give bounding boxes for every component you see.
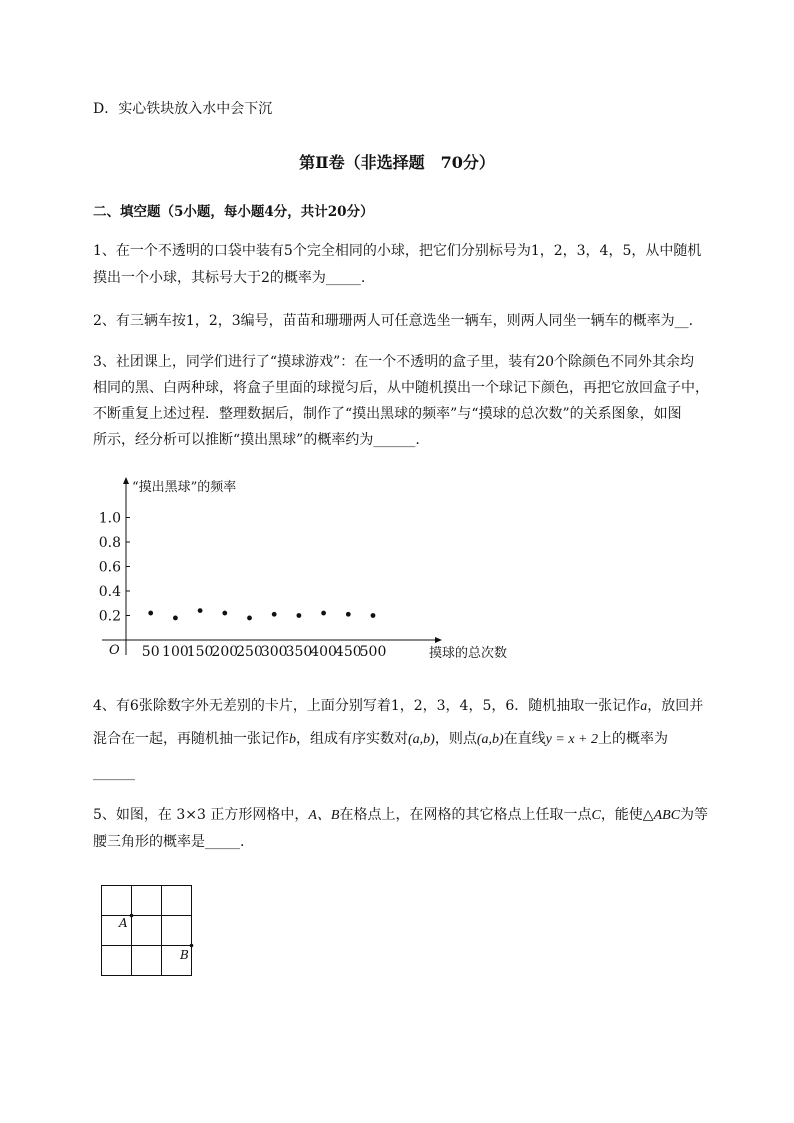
q5-line-1 <box>93 806 708 825</box>
q4-line-1 <box>93 697 703 716</box>
q4-line-equation: y = x + 2 <box>545 732 598 747</box>
chart-data-point <box>222 611 227 616</box>
grid-label-b: B <box>180 948 189 962</box>
chart-x-tick-label: 100 <box>162 644 189 660</box>
chart-data-point <box>297 613 302 618</box>
grid-figure <box>95 880 205 985</box>
q5-triangle-abc: ABC <box>653 808 681 823</box>
grid-label-a: A <box>119 916 128 930</box>
q3-line-2: 相同的黑、白两种球，将盒子里面的球搅匀后，从中随机摸出一个球记下颜色，再把它放回盒子中， <box>93 380 709 396</box>
chart-x-tick-label: 50 <box>141 644 160 660</box>
q5-line-2: 腰三角形的概率是_____. <box>93 834 245 850</box>
part-title: 第Ⅱ卷（非选择题 70分） <box>299 153 495 172</box>
q4-line-1-text: 4、有6张除数字外无差别的卡片，上面分别写着1，2，3，4，5，6．随机抽取一张记作 <box>93 698 641 714</box>
q5-line-1-mid2: ，能使△ <box>600 807 654 823</box>
q4-line-2-mid: ，组成有序实数对 <box>296 731 408 747</box>
q5-line-1-end: 为等 <box>680 807 709 823</box>
q4-variable-b: b <box>289 732 296 747</box>
q4-answer-blank: ______ <box>93 765 135 781</box>
q4-line-2 <box>93 730 668 749</box>
previous-option-d: D．实心铁块放入水中会下沉 <box>93 101 273 117</box>
chart-data-point <box>272 612 277 617</box>
chart-data-point <box>321 611 326 616</box>
chart-data-point <box>148 611 153 616</box>
q5-line-1-pre: 5、如图，在 3×3 正方形网格中， <box>93 807 309 823</box>
q4-point: (a,b) <box>476 732 504 747</box>
q5-line-1-mid: 在格点上，在网格的其它格点上任取一点 <box>339 807 592 823</box>
chart-x-axis-arrow <box>435 637 442 643</box>
chart-x-tick-label: 250 <box>236 644 263 660</box>
chart-y-axis-arrow <box>123 477 129 484</box>
grid-point-a <box>130 914 134 918</box>
chart-y-tick-label: 1.0 <box>98 510 121 527</box>
chart-origin-label: O <box>109 643 120 658</box>
q4-after-a: ，放回并 <box>647 698 704 714</box>
q5-point-c: C <box>591 808 601 823</box>
q2-line-1: 2、有三辆车按1，2，3编号，苗苗和珊珊两人可任意选坐一辆车，则两人同坐一辆车的概率为__. <box>93 313 694 329</box>
frequency-scatter-chart <box>90 470 530 670</box>
chart-data-point <box>198 608 203 613</box>
q4-variable-a: a <box>640 699 648 714</box>
chart-y-tick-label: 0.8 <box>98 535 121 551</box>
chart-data-point <box>371 613 376 618</box>
q3-line-3: 不断重复上述过程．整理数据后，制作了“摸出黑球的频率”与“摸球的总次数”的关系图象，如图 <box>93 406 682 422</box>
chart-y-tick-label: 0.2 <box>98 608 121 625</box>
q4-line-2-end: 上的概率为 <box>597 731 668 747</box>
chart-x-tick-label: 200 <box>211 644 239 660</box>
q4-ordered-pair: (a,b) <box>408 732 435 747</box>
chart-x-tick-label: 150 <box>186 644 214 660</box>
q1-line-2: 摸出一个小球，其标号大于2的概率为_____. <box>93 270 366 286</box>
section-title: 二、填空题（5小题，每小题4分，共计20分） <box>93 204 374 220</box>
chart-data-point <box>346 612 351 617</box>
q4-line-2-mid2: ，则点 <box>434 731 477 747</box>
chart-data-point <box>173 616 178 621</box>
q3-line-4: 所示，经分析可以推断“摸出黑球”的概率约为______. <box>93 432 420 448</box>
chart-x-axis-label: 摸球的总次数 <box>429 646 508 661</box>
chart-y-tick-label: 0.6 <box>98 559 121 576</box>
q3-line-1: 3、社团课上，同学们进行了“摸球游戏”：在一个不透明的盒子里，装有20个除颜色不同外其余均 <box>93 354 695 370</box>
chart-x-tick-label: 300 <box>260 644 288 660</box>
q4-line-2-pre: 混合在一起，再随机抽一张记作 <box>93 731 289 747</box>
chart-x-tick-label: 450 <box>334 644 362 660</box>
q5-points-ab: A、B <box>308 808 340 823</box>
chart-x-tick-label: 400 <box>310 644 337 660</box>
grid-point-b <box>190 944 194 948</box>
chart-data-point <box>247 616 252 621</box>
q4-line-2-mid3: 在直线 <box>503 731 546 747</box>
grid-lines <box>102 886 192 976</box>
chart-y-tick-label: 0.4 <box>98 584 121 600</box>
chart-x-tick-label: 500 <box>359 644 387 660</box>
chart-x-tick-label: 350 <box>285 644 313 660</box>
chart-y-axis-label: “摸出黑球”的频率 <box>132 480 237 495</box>
q1-line-1: 1、在一个不透明的口袋中装有5个完全相同的小球，把它们分别标号为1，2，3，4，5，从中随机 <box>93 243 702 259</box>
